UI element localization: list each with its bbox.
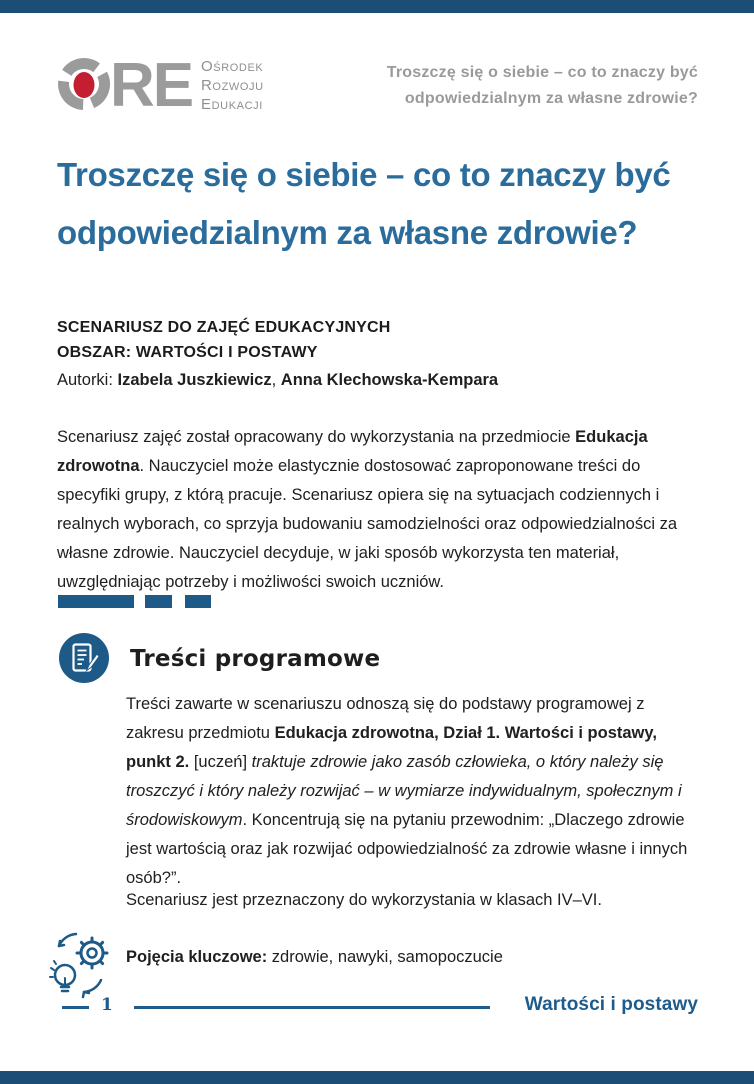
intro-text: Scenariusz zajęć został opracowany do wykorzystania na przedmiocie (57, 428, 576, 446)
footer-dash-rule (62, 1006, 89, 1009)
section-text: [uczeń] (189, 753, 252, 771)
decorative-bar (185, 595, 211, 608)
key-concepts-values: zdrowie, nawyki, samopoczucie (267, 948, 503, 966)
gears-lightbulb-icon (44, 928, 118, 1000)
decorative-bar (58, 595, 134, 608)
intro-text: . Nauczyciel może elastycznie dostosować zaproponowane treści do specyfiki grupy, z którą pracuje. Scenariusz opiera się na sytuacjach codziennych i realnych wyborach, co sprzyja budowaniu samodzielności oraz odpowiedzialności za własne zdrowie. Nauczyciel decyduje, w jaki sposób wykorzysta ten materiał, uwzględniając potrzeby i możliwości swoich uczniów. (57, 457, 677, 591)
logo-org-line: Rozwoju (201, 77, 264, 94)
author-name: Anna Klechowska-Kempara (280, 371, 499, 389)
authors-line (57, 371, 498, 390)
document-pen-icon (58, 632, 110, 684)
section-heading: Treści programowe (130, 646, 381, 672)
document-subtitle (57, 315, 391, 365)
intro-bold-subject: Edukacja zdrowotna (57, 428, 648, 475)
decorative-bar (145, 595, 172, 608)
key-concepts-label: Pojęcia kluczowe: (126, 948, 268, 966)
footer-area-label: Wartości i postawy (524, 994, 698, 1015)
authors-separator: , (271, 371, 281, 389)
footer-rule (134, 1006, 490, 1009)
logo-red-dot (74, 72, 95, 98)
page-number: 1 (101, 995, 113, 1015)
authors-prefix: Autorki: (57, 371, 118, 389)
section-text: Treści zawarte w scenariuszu odnoszą się do podstawy programowej z zakresu przedmiotu (126, 695, 645, 742)
subtitle-line-area: OBSZAR: WARTOŚCI I POSTAWY (57, 344, 318, 361)
page-title: Troszczę się o siebie – co to znaczy być odpowiedzialnym za własne zdrowie? (57, 156, 671, 251)
section-quoted-requirement: traktuje zdrowie jako zasób człowieka, o który należy się troszczyć i który należy rozwijać – w wymiarze indywidualnym, społecznym i środowiskowym (126, 753, 682, 829)
intro-paragraph (57, 423, 707, 597)
running-title (338, 60, 698, 112)
logo-org-line: Ośrodek (201, 58, 264, 75)
logo-acronym-re: RE (110, 55, 193, 113)
key-concepts-line (126, 948, 686, 967)
section-text: . Koncentrują się na pytaniu przewodnim: „Dlaczego zdrowie jest wartością oraz jak rozwijać odpowiedzialność za zdrowie własne i innych osób?”. (126, 811, 688, 887)
decorative-bars (58, 595, 211, 608)
target-classes-note: Scenariusz jest przeznaczony do wykorzystania w klasach IV–VI. (126, 891, 602, 909)
top-edge-bar (0, 0, 754, 13)
logo-org-name (201, 57, 264, 114)
running-title-line: odpowiedzialnym za własne zdrowie? (404, 90, 698, 107)
section-bold-reference: Edukacja zdrowotna, Dział 1. Wartości i postawy, punkt 2. (126, 724, 657, 771)
logo-org-line: Edukacji (201, 96, 263, 113)
section-paragraph (126, 690, 698, 893)
running-title-line: Troszczę się o siebie – co to znaczy być (386, 64, 698, 81)
bottom-edge-bar (0, 1071, 754, 1084)
author-name: Izabela Juszkiewicz (117, 371, 272, 389)
subtitle-line-type: SCENARIUSZ DO ZAJĘĆ EDUKACYJNYCH (57, 319, 391, 336)
